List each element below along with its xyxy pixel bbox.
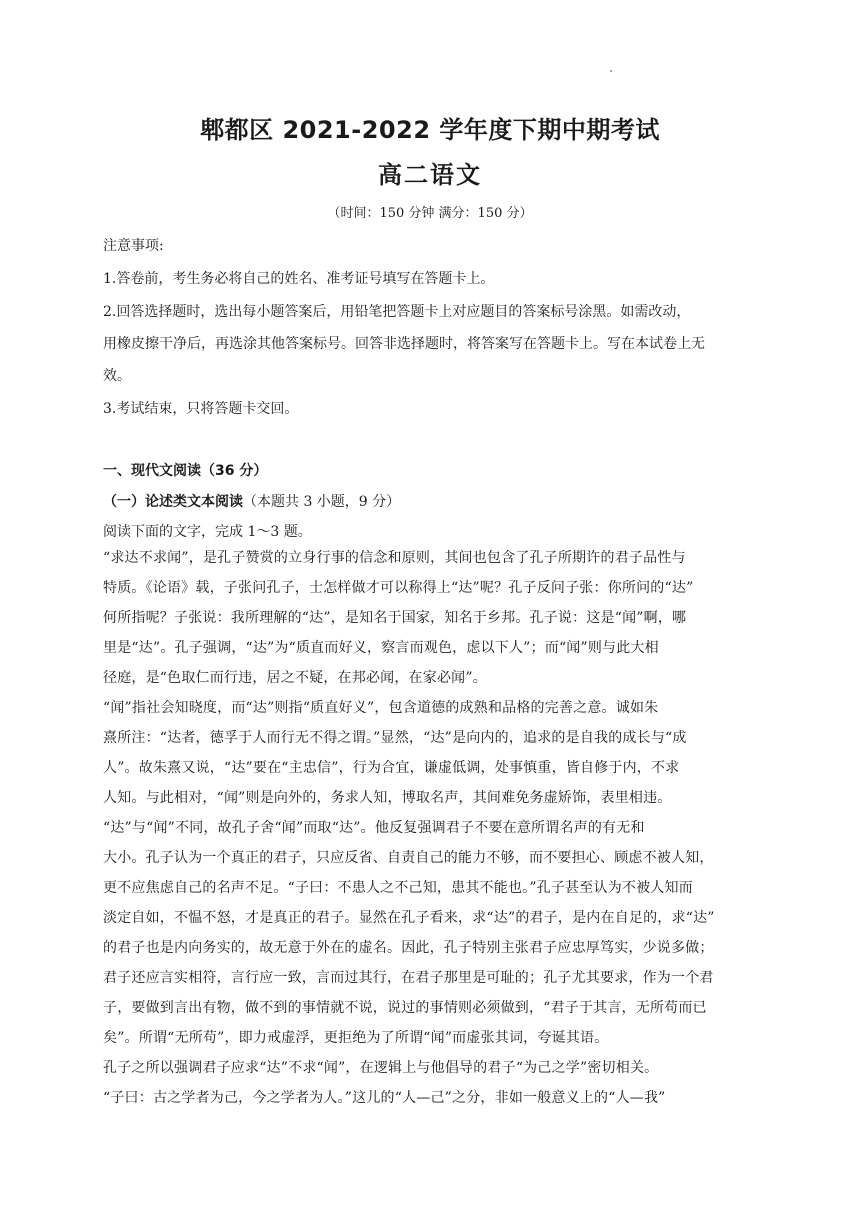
passage-line: 子，要做到言出有物，做不到的事情就不说，说过的事情则必须做到，“君子于其言，无所苟而已 (103, 1000, 707, 1016)
passage-line: 径庭，是“色取仁而行违，居之不疑，在邦必闻，在家必闻”。 (103, 670, 487, 686)
note-item-2-end: 效。 (103, 368, 131, 384)
passage-line: 人”。故朱熹又说，“达”要在“主忠信”，行为合宜，谦虚低调，处事慎重，皆自修于内，不求 (103, 760, 680, 776)
passage-line: 君子还应言实相符，言行应一致，言而过其行，在君子那里是可耻的；孔子尤其要求，作为一个君 (103, 970, 714, 986)
note-item-2-cont: 用橡皮擦干净后，再选涂其他答案标号。回答非选择题时，将答案写在答题卡上。写在本试卷上无 (103, 336, 705, 352)
note-item-1: 1.答卷前，考生务必将自己的姓名、准考证号填写在答题卡上。 (103, 271, 495, 287)
exam-title: 郫都区 2021-2022 学年度下期中期考试 (200, 116, 660, 144)
passage-line: “闻”指社会知晓度，而“达”则指“质直好义”，包含道德的成熟和品格的完善之意。诚如朱 (103, 700, 659, 716)
notes-heading: 注意事项: (103, 238, 164, 254)
passage-line: 矣”。所谓“无所苟”，即力戒虚浮，更拒绝为了所谓“闻”而虚张其词，夸诞其语。 (103, 1030, 609, 1046)
reading-passage (103, 543, 770, 1113)
exam-body (103, 232, 770, 1113)
passage-line: 熹所注：“达者，德孚于人而行无不得之谓。”显然，“达”是向内的，追求的是自我的成长与“成 (103, 730, 687, 746)
subject-title: 高二语文 (378, 161, 482, 189)
passage-line: 的君子也是内向务实的，故无意于外在的虚名。因此，孔子特别主张君子应忠厚笃实，少说多做； (103, 940, 714, 956)
passage-line: 更不应焦虑自己的名声不足。“子曰：不患人之不己知，患其不能也。”孔子甚至认为不被人知而 (103, 880, 693, 896)
note-item-2: 2.回答选择题时，选出每小题答案后，用铅笔把答题卡上对应题目的答案标号涂黑。如需改动， (103, 304, 691, 320)
passage-line: 淡定自如，不愠不怒，才是真正的君子。显然在孔子看来，求“达”的君子，是内在自足的，求“达” (103, 910, 715, 926)
section-heading: 一、现代文阅读（36 分） (103, 463, 268, 479)
passage-line: 孔子之所以强调君子应求“达”不求“闻”，在逻辑上与他倡导的君子“为己之学”密切相关。 (103, 1060, 659, 1076)
passage-line: 特质。《论语》载，子张问孔子，士怎样做才可以称得上“达”呢？孔子反问子张：你所问的“达” (103, 580, 694, 596)
passage-line: “求达不求闻”，是孔子赞赏的立身行事的信念和原则，其间也包含了孔子所期许的君子品性与 (103, 550, 686, 566)
reading-instruction: 阅读下面的文字，完成 1～3 题。 (103, 524, 312, 540)
passage-line: 人知。与此相对，“闻”则是向外的，务求人知，博取名声，其间难免务虚矫饰，表里相违。 (103, 790, 672, 806)
subsection-heading (103, 492, 770, 512)
passage-line: 何所指呢？子张说：我所理解的“达”，是知名于国家，知名于乡邦。孔子说：这是“闻”啊，哪 (103, 610, 687, 626)
subsection-heading-bold: （一）论述类文本阅读 (103, 494, 243, 510)
passage-line: 里是“达”。孔子强调，“达”为“质直而好义，察言而观色，虑以下人”；而“闻”则与此大相 (103, 640, 659, 656)
passage-line: 大小。孔子认为一个真正的君子，只应反省、自责自己的能力不够，而不要担心、顾虑不被人知， (103, 850, 714, 866)
note-item-3: 3.考试结束，只将答题卡交回。 (103, 401, 299, 417)
passage-line: “子曰：古之学者为己，今之学者为人。”这儿的“人—己”之分，非如一般意义上的“人—我” (103, 1090, 666, 1106)
time-and-score: （时间：150 分钟 满分：150 分） (327, 206, 533, 221)
scan-dot (610, 70, 612, 72)
subsection-heading-detail: （本题共 3 小题，9 分） (243, 494, 401, 510)
passage-line: “达”与“闻”不同，故孔子舍“闻”而取“达”。他反复强调君子不要在意所谓名声的有无和 (103, 820, 645, 836)
